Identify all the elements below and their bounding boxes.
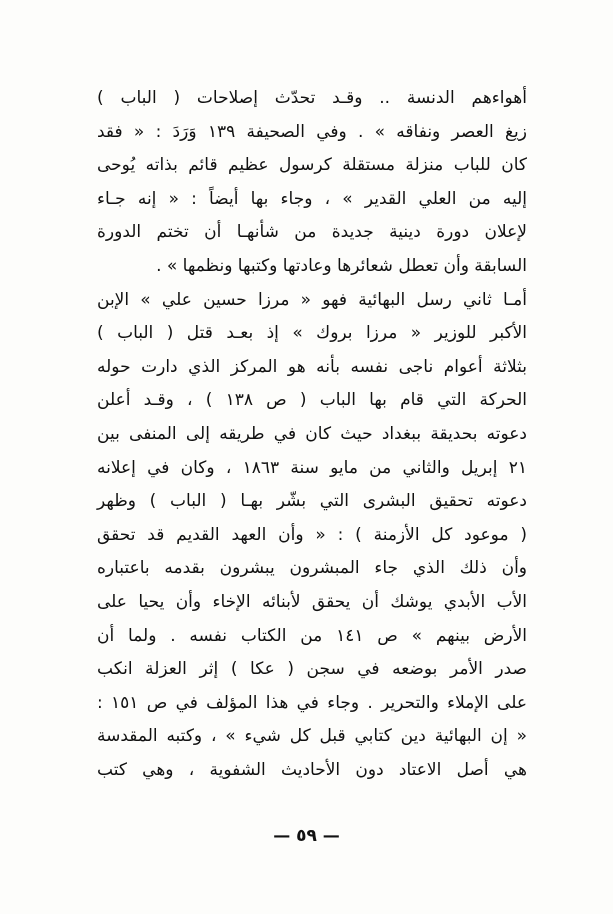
- text-line: « إن البهائية دين كتابي قبل كل شيء » ، وكتبه المقدسة: [97, 726, 527, 747]
- text-line: السابقة وأن تعطل شعائرها وعادتها وكتبها ونظمها » .: [156, 255, 527, 276]
- text-line: ٢١ إبريل والثاني من مايو سنة ١٨٦٣ ، وكان في إعلانه: [97, 457, 527, 478]
- page-number: — ٥٩ —: [273, 826, 340, 846]
- text-line: الأكبر للوزير « مرزا بروك » إذ بعـد قتل ( الباب ): [97, 323, 527, 344]
- text-line: هي أصل الاعتاد دون الأحاديث الشفوية ، وهي كتب: [97, 759, 527, 780]
- text-line: دعوته تحقيق البشرى التي بشّر بهـا ( الباب ) وظهر: [97, 491, 527, 512]
- text-line: ( موعود كل الأزمنة ) : « وأن العهد القديم قد تحقق: [97, 524, 527, 545]
- text-line: الأب الأبدي يوشك أن يحقق لأبنائه الإخاء وأن يحيا على: [97, 591, 527, 612]
- text-line: الأرض بينهم » ص ١٤١ من الكتاب نفسه . ولما أن: [97, 625, 527, 646]
- text-line: دعوته بحديقة ببغداد حيث كان في طريقه إلى المنفى بين: [97, 423, 527, 444]
- text-line: على الإملاء والتحرير . وجاء في هذا المؤلف في ص ١٥١ :: [97, 692, 527, 713]
- text-line: أمـا ثاني رسل البهائية فهو « مرزا حسين علي » الإبن: [97, 289, 527, 310]
- text-line: وأن ذلك الذي جاء المبشرون يبشرون بقدمه باعتباره: [97, 558, 527, 579]
- text-line: إليه من العلي القدير » ، وجاء بها أيضاً : « إنه جـاء: [97, 188, 527, 209]
- text-line: لإعلان دورة دينية جديدة من شأنهـا أن تختم الدورة: [97, 222, 527, 243]
- text-line: كان للباب منزلة مستقلة كرسول عظيم قائم بذاته يُوحى: [97, 155, 527, 176]
- text-line: صدر الأمر بوضعه في سجن ( عكا ) إثر العزلة انكب: [97, 659, 527, 680]
- text-line: زيغ العصر ونفاقه » . وفي الصحيفة ١٣٩ وَرَدَ : « فقد: [97, 121, 527, 142]
- text-line: الحركة التي قام بها الباب ( ص ١٣٨ ) ، وقـد أعلن: [97, 390, 527, 411]
- text-line: بثلاثة أعوام ناجى نفسه بأنه هو المركز الذي دارت حوله: [97, 356, 527, 377]
- body-text: [97, 82, 527, 787]
- text-line: أهواءهم الدنسة .. وقـد تحدّث إصلاحات ( الباب ): [97, 88, 527, 108]
